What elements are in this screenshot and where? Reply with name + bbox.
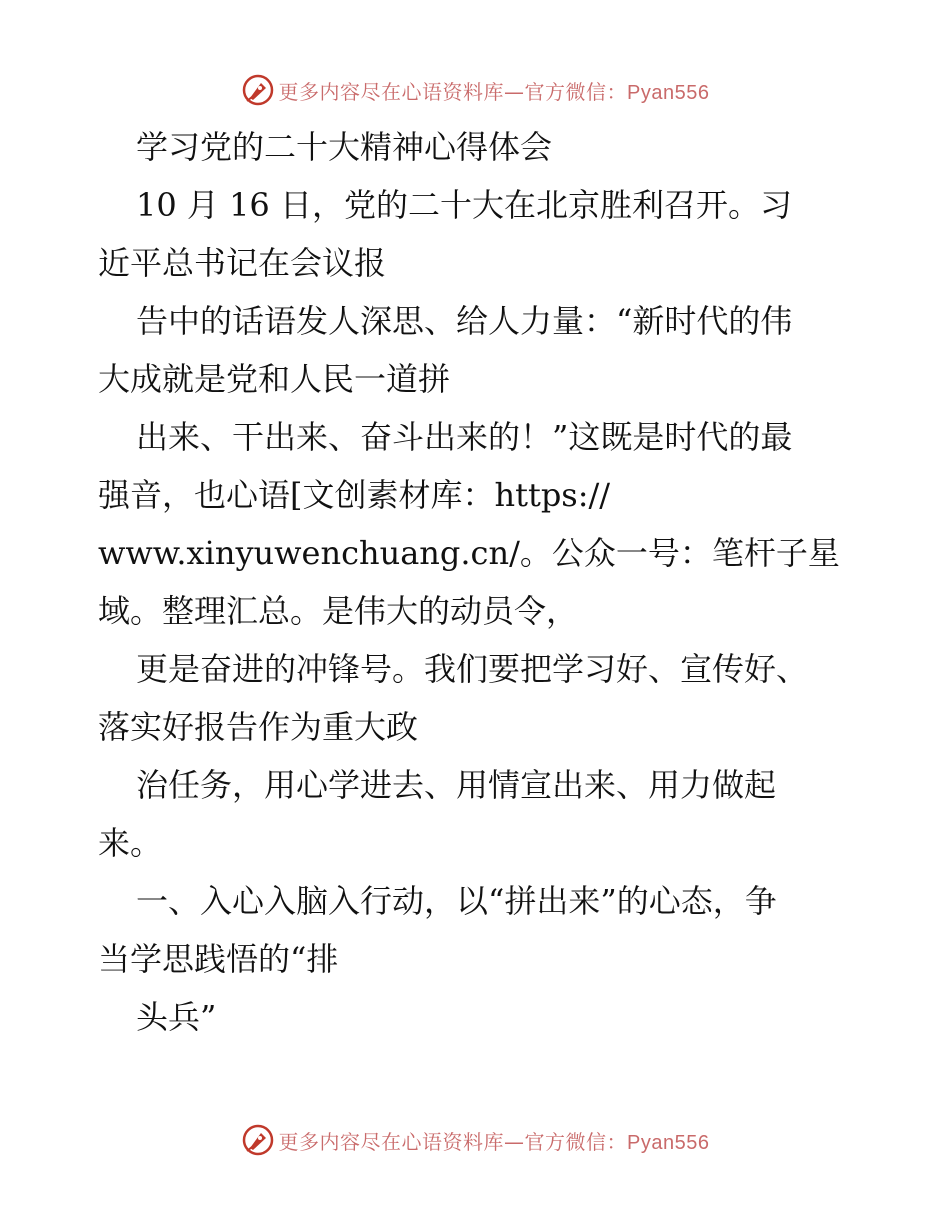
paragraph-line: 治任务，用心学进去、用情宣出来、用力做起 (136, 766, 777, 804)
footer-banner (0, 1120, 950, 1160)
document-body (98, 118, 858, 1046)
wechat-id: Pyan556 (627, 81, 710, 104)
section-heading-line: 头兵” (136, 998, 217, 1036)
banner-text: 更多内容尽在心语资料库—官方微信：Pyan556 (278, 79, 710, 104)
paragraph-line: 大成就是党和人民一道拼 (98, 360, 451, 398)
section-heading-line: 当学思践悟的“排 (98, 940, 339, 978)
pen-nib-logo-icon (241, 73, 275, 107)
paragraph-line: www.xinyuwenchuang.cn/。公众一号：笔杆子星 (98, 534, 840, 572)
paragraph-line: 落实好报告作为重大政 (98, 708, 419, 746)
paragraph-line: 域。整理汇总。是伟大的动员令， (98, 592, 579, 630)
wechat-id: Pyan556 (627, 1131, 710, 1154)
paragraph-line: 近平总书记在会议报 (98, 244, 387, 282)
paragraph-line: 出来、干出来、奋斗出来的！”这既是时代的最 (136, 418, 793, 456)
paragraph-line: 强音，也心语[文创素材库：https:// (98, 476, 611, 514)
banner-text: 更多内容尽在心语资料库—官方微信：Pyan556 (278, 1129, 710, 1154)
header-banner (0, 70, 950, 110)
paragraph-line: 10 月 16 日，党的二十大在北京胜利召开。习 (136, 186, 792, 224)
paragraph-line: 告中的话语发人深思、给人力量：“新时代的伟 (136, 302, 793, 340)
paragraph-line: 来。 (98, 824, 163, 862)
paragraph-line: 更是奋进的冲锋号。我们要把学习好、宣传好、 (136, 650, 809, 688)
pen-nib-logo-icon (241, 1123, 275, 1157)
document-title: 学习党的二十大精神心得体会 (136, 128, 553, 166)
section-heading-line: 一、入心入脑入行动，以“拼出来”的心态，争 (136, 882, 777, 920)
